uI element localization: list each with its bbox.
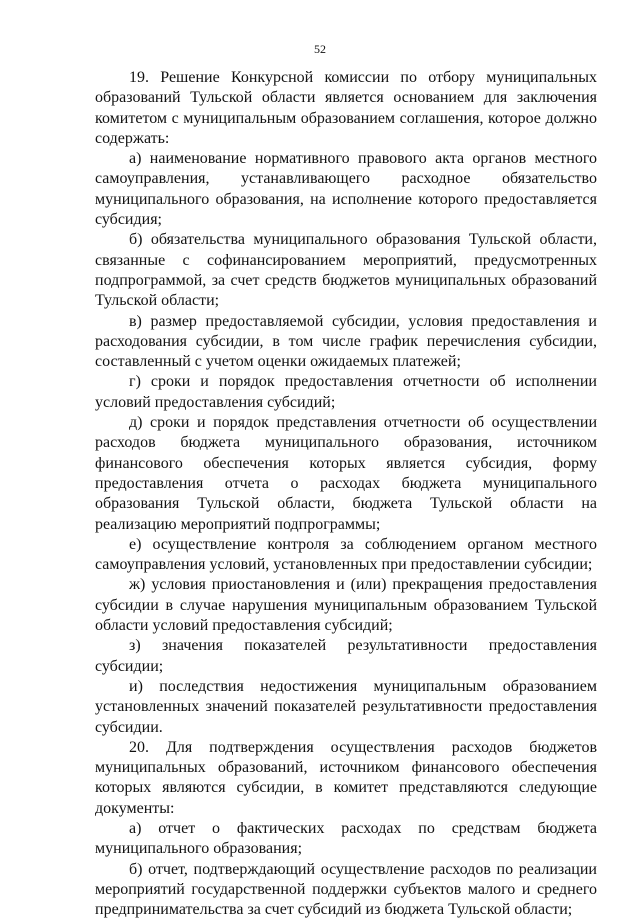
paragraph-item-g: г) сроки и порядок предоставления отчетности об исполнении условий предоставления субсидий; (95, 373, 597, 411)
paragraph-19: 19. Решение Конкурсной комиссии по отбору муниципальных образований Тульской области является основанием для заключения комитетом с муниципальным образованием соглашения, которое должно содержать: (95, 69, 597, 147)
paragraph-item-i: и) последствия недостижения муниципальным образованием установленных значений показателей результативности предоставления субсидии. (95, 677, 597, 736)
page-number: 52 (314, 42, 326, 56)
paragraph-item-zh: ж) условия приостановления и (или) прекращения предоставления субсидии в случае нарушения муниципальным образованием Тульской области условий предоставления субсидий; (95, 576, 597, 635)
document-body (95, 68, 597, 920)
paragraph-20-item-b: б) отчет, подтверждающий осуществление расходов по реализации мероприятий государственной поддержки субъектов малого и среднего предпринимательства за счет субсидий из бюджета Тульской области; (95, 860, 597, 919)
paragraph-item-b: б) обязательства муниципального образования Тульской области, связанные с софинансированием мероприятий, предусмотренных подпрограммой, за счет средств бюджетов муниципальных образований Тульской области; (95, 231, 597, 310)
paragraph-item-a: а) наименование нормативного правового акта органов местного самоуправления, устанавливающего расходное обязательство муниципального образования, на исполнение которого предоставляется субсидия; (95, 150, 597, 229)
paragraph-item-z: з) значения показателей результативности предоставления субсидии; (95, 637, 597, 675)
paragraph-item-d: д) сроки и порядок представления отчетности об осуществлении расходов бюджета муниципального образования, источником финансового обеспечения которых является субсидия, форму предоставления отчета о расходах бюджета муниципального образования Тульской области, бюджета Тульской области на реализацию мероприятий подпрограммы; (95, 414, 597, 533)
paragraph-20-item-a: а) отчет о фактических расходах по средствам бюджета муниципального образования; (95, 819, 597, 858)
paragraph-20: 20. Для подтверждения осуществления расходов бюджетов муниципальных образований, источником финансового обеспечения которых являются субсидии, в комитет представляются следующие документы: (95, 738, 597, 817)
paragraph-item-v: в) размер предоставляемой субсидии, условия предоставления и расходования субсидии, в том числе график перечисления субсидии, составленный с учетом оценки ожидаемых платежей; (95, 312, 597, 371)
paragraph-item-e: е) осуществление контроля за соблюдением органом местного самоуправления условий, установленных при предоставлении субсидии; (95, 535, 597, 574)
